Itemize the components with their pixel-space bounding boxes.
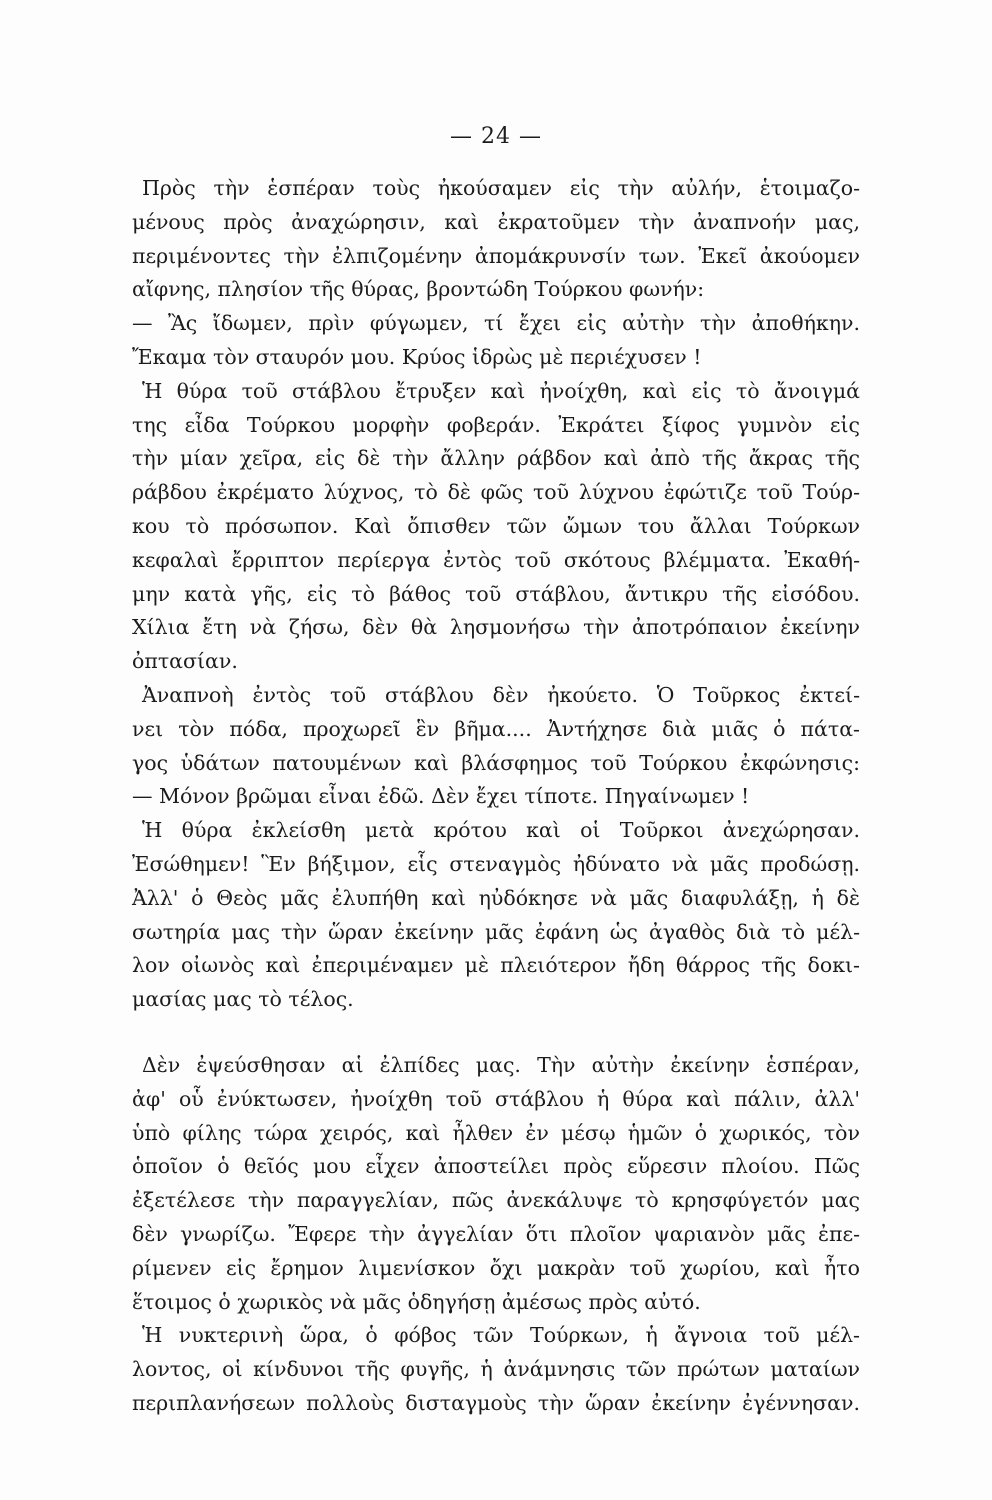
text-line: περιμένοντες τὴν ἐλπιζομένην ἀπομάκρυνσίν των. Ἐκεῖ ἀκούομεν [132,243,860,268]
text-line: κου τὸ πρόσωπον. Καὶ ὄπισθεν τῶν ὤμων του ἄλλαι Τούρκων [132,513,860,538]
text-line: Ἀναπνοὴ ἐντὸς τοῦ στάβλου δὲν ἠκούετο. Ὁ Τοῦρκος ἐκτεί- [142,682,860,707]
paragraph [132,1319,860,1420]
paragraph [132,375,860,679]
text-line: Δὲν ἐψεύσθησαν αἱ ἐλπίδες μας. Τὴν αὐτὴν ἐκείνην ἑσπέραν, [142,1052,860,1077]
text-line: σωτηρία μας τὴν ὥραν ἐκείνην μᾶς ἐφάνη ὡς ἀγαθὸς διὰ τὸ μέλ- [132,919,860,944]
text-line: Ἡ θύρα ἐκλείσθη μετὰ κρότου καὶ οἱ Τοῦρκοι ἀνεχώρησαν. [142,818,860,843]
body-text [132,172,860,1421]
text-line: ράβδου ἐκρέματο λύχνος, τὸ δὲ φῶς τοῦ λύχνου ἐφώτιζε τοῦ Τούρ- [132,480,860,505]
text-line: μασίας μας τὸ τέλος. [132,987,354,1012]
paragraph [132,172,860,375]
text-line: Ἡ θύρα τοῦ στάβλου ἔτρυξεν καὶ ἠνοίχθη, καὶ εἰς τὸ ἄνοιγμά [142,378,860,403]
text-line: γος ὑδάτων πατουμένων καὶ βλάσφημος τοῦ Τούρκου ἐκφώνησις: [132,750,860,775]
text-line: Πρὸς τὴν ἑσπέραν τοὺς ἠκούσαμεν εἰς τὴν αὐλήν, ἑτοιμαζο- [142,176,860,200]
text-line: της εἶδα Τούρκου μορφὴν φοβεράν. Ἐκράτει ξίφος γυμνὸν εἰς [132,412,860,437]
text-line: περιπλανήσεων πολλοὺς δισταγμοὺς τὴν ὥραν ἐκείνην ἐγέννησαν. [132,1390,860,1415]
text-line: αἴφνης, πλησίον τῆς θύρας, βροντώδη Τούρκου φωνήν: [132,277,705,302]
text-line: ὁποῖον ὁ θεῖός μου εἶχεν ἀποστείλει πρὸς εὕρεσιν πλοίου. Πῶς [132,1154,860,1179]
text-line: δὲν γνωρίζω. Ἔφερε τὴν ἀγγελίαν ὅτι πλοῖον ψαριανὸν μᾶς ἐπε- [132,1221,860,1246]
text-line: Ἡ νυκτερινὴ ὥρα, ὁ φόβος τῶν Τούρκων, ἡ ἄγνοια τοῦ μέλ- [142,1323,860,1348]
text-line: νει τὸν πόδα, προχωρεῖ ἓν βῆμα.... Ἀντήχησε διὰ μιᾶς ὁ πάτα- [132,716,860,741]
text-line: μένους πρὸς ἀναχώρησιν, καὶ ἐκρατοῦμεν τὴν ἀναπνοήν μας, [132,209,860,234]
text-line: Χίλια ἔτη νὰ ζήσω, δὲν θὰ λησμονήσω τὴν ἀποτρόπαιον ἐκείνην [132,615,860,640]
paragraph [132,814,860,1017]
text-line: Ἔκαμα τὸν σταυρόν μου. Κρύος ἱδρὼς μὲ περιέχυσεν ! [132,344,702,369]
text-line: — Ἂς ἴδωμεν, πρὶν φύγωμεν, τί ἔχει εἰς αὐτὴν τὴν ἀποθήκην. [132,311,860,336]
text-line: ὑπὸ φίλης τώρα χειρός, καὶ ἦλθεν ἐν μέσῳ ἡμῶν ὁ χωρικός, τὸν [132,1120,860,1145]
text-line: λον οἰωνὸς καὶ ἐπεριμέναμεν μὲ πλειότερον ἤδη θάρρος τῆς δοκι- [132,953,860,978]
page-number: — 24 — [450,124,542,149]
paragraph [132,679,860,814]
text-line: ρίμενεν εἰς ἔρημον λιμενίσκον ὄχι μακρὰν τοῦ χωρίου, καὶ ἦτο [132,1255,860,1280]
text-line: κεφαλαὶ ἔρριπτον περίεργα ἐντὸς τοῦ σκότους βλέμματα. Ἐκαθή- [132,547,860,572]
text-line: — Μόνον βρῶμαι εἶναι ἐδῶ. Δὲν ἔχει τίποτε. Πηγαίνωμεν ! [132,784,750,809]
text-line: λοντος, οἱ κίνδυνοι τῆς φυγῆς, ἡ ἀνάμνησις τῶν πρώτων ματαίων [132,1357,860,1382]
paragraph [132,1049,860,1319]
paragraph-gap [132,1017,860,1049]
text-line: Ἐσώθημεν! Ἓν βήξιμον, εἷς στεναγμὸς ἠδύνατο νὰ μᾶς προδώσῃ. [132,851,860,876]
text-line: ἕτοιμος ὁ χωρικὸς νὰ μᾶς ὁδηγήσῃ ἀμέσως πρὸς αὐτό. [132,1289,701,1314]
text-line: μην κατὰ γῆς, εἰς τὸ βάθος τοῦ στάβλου, ἄντικρυ τῆς εἰσόδου. [132,581,860,606]
text-line: ἀφ' οὗ ἐνύκτωσεν, ἠνοίχθη τοῦ στάβλου ἡ θύρα καὶ πάλιν, ἀλλ' [132,1086,860,1111]
text-line: ὀπτασίαν. [132,649,238,674]
text-line: ἐξετέλεσε τὴν παραγγελίαν, πῶς ἀνεκάλυψε τὸ κρησφύγετόν μας [132,1188,860,1213]
text-line: Ἀλλ' ὁ Θεὸς μᾶς ἐλυπήθη καὶ ηὐδόκησε νὰ μᾶς διαφυλάξῃ, ἡ δὲ [132,885,860,910]
text-line: τὴν μίαν χεῖρα, εἰς δὲ τὴν ἄλλην ράβδον καὶ ἀπὸ τῆς ἄκρας τῆς [132,446,860,471]
